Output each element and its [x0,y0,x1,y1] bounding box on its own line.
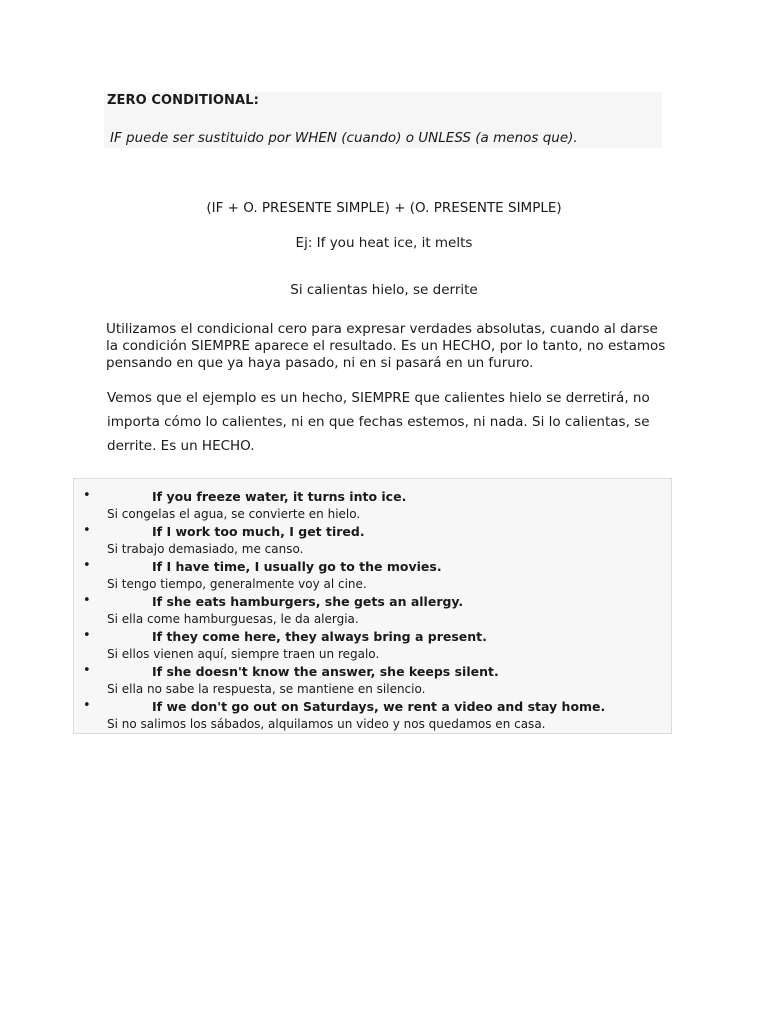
example-english: If we don't go out on Saturdays, we rent a video and stay home. [152,699,606,714]
list-item [73,592,672,627]
example-english: If I work too much, I get tired. [152,524,365,539]
example-english: If I have time, I usually go to the movies. [152,559,442,574]
explanation-paragraph: Utilizamos el condicional cero para expresar verdades absolutas, cuando al darse la condición SIEMPRE aparece el resultado. Es un HECHO, por lo tanto, no estamos pensando en que ya haya pasado, ni en si pasará en un fururo. [106,321,666,371]
example-spanish: Si congelas el agua, se convierte en hielo. [107,507,361,521]
example-spanish: Si ella come hamburguesas, le da alergia. [107,612,359,626]
example-spanish: Si trabajo demasiado, me canso. [107,542,304,556]
example-spanish: Si ellos vienen aquí, siempre traen un regalo. [107,647,380,661]
list-item [73,487,672,522]
bullet-icon: • [83,558,91,573]
example-translation: Si calientas hielo, se derrite [290,282,478,298]
example-english: If they come here, they always bring a present. [152,629,487,644]
bullet-icon: • [83,488,91,503]
list-item [73,627,672,662]
heading-note: IF puede ser sustituido por WHEN (cuando) o UNLESS (a menos que). [110,130,578,146]
list-item [73,697,672,732]
list-item [73,557,672,592]
bullet-icon: • [83,523,91,538]
example-spanish: Si ella no sabe la respuesta, se mantiene en silencio. [107,682,426,696]
list-item [73,662,672,697]
bullet-icon: • [83,698,91,713]
page-title: ZERO CONDITIONAL: [107,93,259,108]
bullet-icon: • [83,628,91,643]
example-sentence: Ej: If you heat ice, it melts [295,235,473,251]
bullet-icon: • [83,663,91,678]
bullet-icon: • [83,593,91,608]
list-item [73,522,672,557]
example-explanation-paragraph: Vemos que el ejemplo es un hecho, SIEMPRE que calientes hielo se derretirá, no importa cómo lo calientes, ni en que fechas estemos, ni nada. Si lo calientas, se derrite. Es un HECHO. [107,390,650,454]
examples-list [73,487,672,732]
example-english: If she doesn't know the answer, she keeps silent. [152,664,499,679]
formula: (IF + O. PRESENTE SIMPLE) + (O. PRESENTE SIMPLE) [206,200,562,216]
example-english: If she eats hamburgers, she gets an allergy. [152,594,464,609]
example-english: If you freeze water, it turns into ice. [152,489,407,504]
example-spanish: Si no salimos los sábados, alquilamos un video y nos quedamos en casa. [107,717,546,731]
example-spanish: Si tengo tiempo, generalmente voy al cine. [107,577,367,591]
